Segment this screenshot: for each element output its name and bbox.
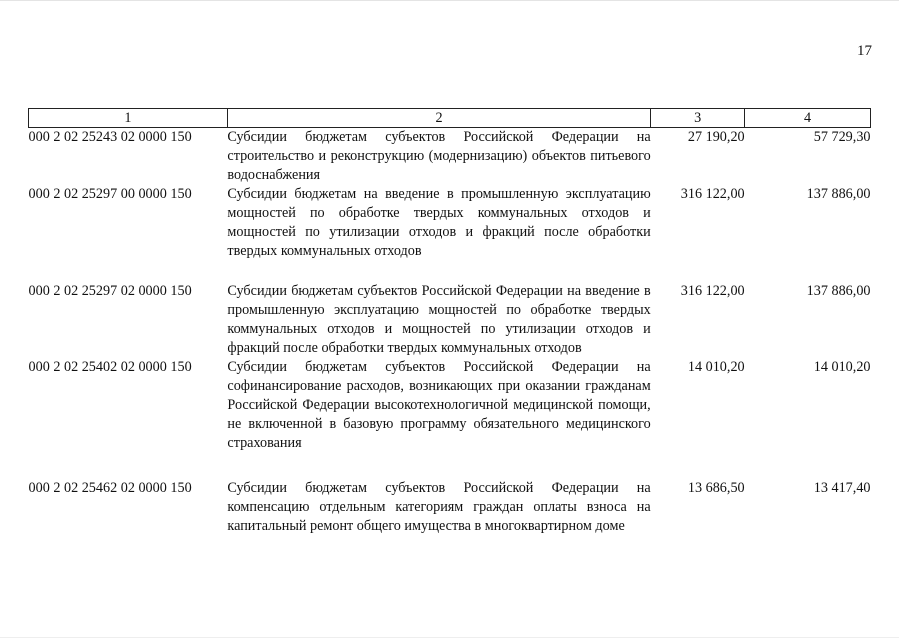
column-header-4: 4: [745, 109, 871, 128]
scan-edge-top: [0, 0, 899, 1]
budget-code: 000 2 02 25297 02 0000 150: [28, 283, 192, 299]
column-header-2: 2: [227, 109, 650, 128]
amount-column-4: 13 417,40: [813, 480, 871, 496]
row-description: Субсидии бюджетам субъектов Российской Федерации на строительство и реконструкцию (модернизацию) объектов питьевого водоснабжения: [227, 129, 651, 183]
row-description: Субсидии бюджетам субъектов Российской Федерации на софинансирование расходов, возникающих при оказании гражданам Российской Федерации высокотехнологичной медицинской помощи, не включенной в базовую программу обязательного медицинского страхования: [227, 359, 651, 451]
amount-column-4: 137 886,00: [806, 283, 871, 299]
amount-column-3: 27 190,20: [687, 129, 745, 145]
amount-column-4: 57 729,30: [813, 129, 871, 145]
table-row: [29, 282, 871, 358]
table-row: [29, 185, 871, 282]
column-header-1: 1: [29, 109, 228, 128]
amount-column-3: 316 122,00: [680, 283, 745, 299]
page-number: 17: [857, 43, 872, 59]
budget-code: 000 2 02 25462 02 0000 150: [28, 480, 192, 496]
table-header: [29, 109, 871, 128]
row-description: Субсидии бюджетам субъектов Российской Федерации на введение в промышленную эксплуатацию мощностей по обработке твердых коммунальных отходов и мощностей по утилизации отходов и фракций после обработки твердых коммунальных отходов: [227, 283, 651, 356]
amount-column-3: 13 686,50: [687, 480, 745, 496]
table-row: [29, 358, 871, 479]
amount-column-3: 316 122,00: [680, 186, 745, 202]
column-header-3: 3: [651, 109, 745, 128]
table-row: [29, 128, 871, 186]
scan-edge-bottom: [0, 637, 899, 638]
row-description: Субсидии бюджетам на введение в промышленную эксплуатацию мощностей по обработке твердых коммунальных отходов и мощностей по утилизации отходов и фракций после обработки твердых коммунальных отходов: [227, 186, 651, 259]
budget-table: [28, 108, 871, 536]
row-description: Субсидии бюджетам субъектов Российской Федерации на компенсацию отдельным категориям граждан оплаты взноса на капитальный ремонт общего имущества в многоквартирном доме: [227, 480, 651, 534]
table-body: [29, 128, 871, 537]
budget-code: 000 2 02 25402 02 0000 150: [28, 359, 192, 375]
amount-column-4: 137 886,00: [806, 186, 871, 202]
budget-code: 000 2 02 25297 00 0000 150: [28, 186, 192, 202]
table-row: [29, 479, 871, 536]
budget-code: 000 2 02 25243 02 0000 150: [28, 129, 192, 145]
amount-column-4: 14 010,20: [813, 359, 871, 375]
amount-column-3: 14 010,20: [687, 359, 745, 375]
header-row: [29, 109, 871, 128]
